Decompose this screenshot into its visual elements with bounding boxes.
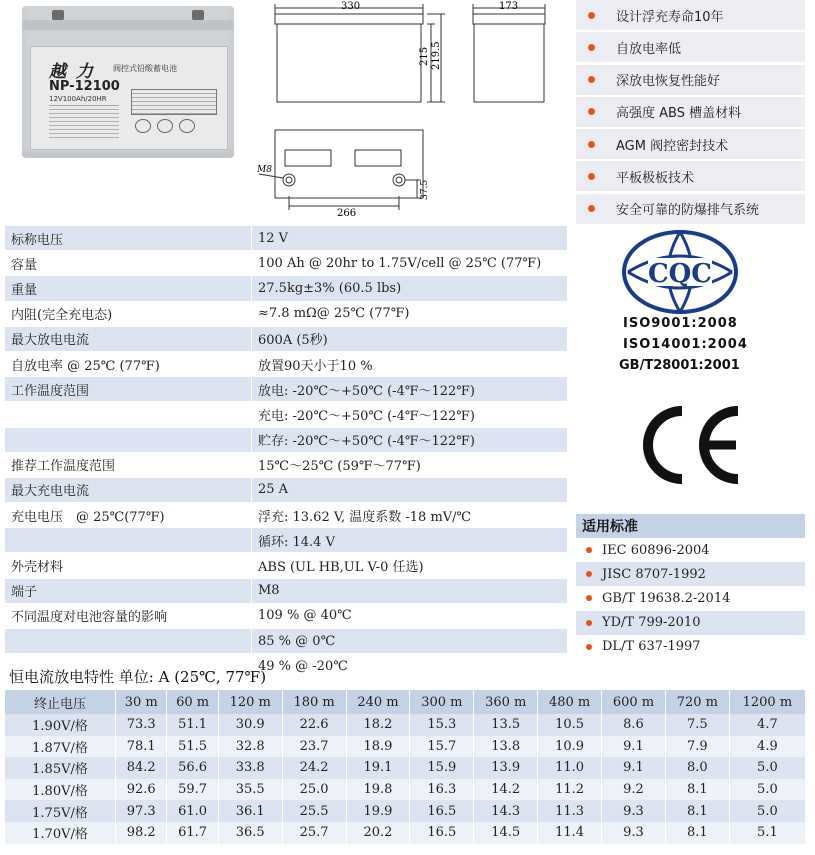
battery-lid <box>22 20 234 30</box>
bullet-icon <box>588 12 595 19</box>
bullet-icon <box>586 595 592 601</box>
terminal-height-label: 37.5 <box>420 179 430 200</box>
top-view <box>259 130 423 210</box>
discharge-table <box>5 690 805 844</box>
bullet-icon <box>588 108 595 115</box>
feature-item: 高强度 ABS 槽盖材料 <box>576 97 805 127</box>
spec-row: 自放电率 @ 25℃ (77℉) 放置90天小于10 % <box>5 351 567 376</box>
ce-mark <box>632 395 744 495</box>
terminal-post <box>192 10 204 20</box>
features-list <box>576 0 805 226</box>
bullet-icon <box>588 44 595 51</box>
spec-row: 工作温度范围 放电: -20℃～+50℃ (-4℉～122℉) <box>5 377 567 402</box>
spec-row: 标称电压 12 V <box>5 226 567 251</box>
spec-row: 充电: -20℃～+50℃ (-4℉～122℉) <box>5 402 567 427</box>
standard-item: YD/T 799-2010 <box>576 611 805 635</box>
spec-row: 端子 M8 <box>5 578 567 603</box>
cert-iso14001: ISO14001:2004 <box>623 337 748 352</box>
terminal-type-label: M8 <box>257 165 272 175</box>
discharge-row: 1.75V/格 97.3 61.0 36.1 25.5 19.9 16.5 14.3 11.3 9.3 8.1 5.0 <box>5 800 805 822</box>
feature-item: 安全可靠的防爆排气系统 <box>576 194 805 224</box>
feature-item: 平板极板技术 <box>576 161 805 191</box>
battery-spec: 12V100Ah/20HR <box>49 95 107 103</box>
side-width-label: 173 <box>499 1 519 12</box>
battery-brand: 越 力 <box>49 62 95 82</box>
terminal-post <box>52 10 64 20</box>
discharge-row: 1.87V/格 78.1 51.5 32.8 23.7 18.9 15.7 13.8 10.9 9.1 7.9 4.9 <box>5 736 805 758</box>
label-warning-box <box>131 89 217 115</box>
spec-row: 不同温度对电池容量的影响 109 % @ 40℃ <box>5 603 567 628</box>
discharge-row: 1.90V/格 73.3 51.1 30.9 22.6 18.2 15.3 13.5 10.5 8.6 7.5 4.7 <box>5 714 805 736</box>
discharge-row: 1.80V/格 92.6 59.7 35.5 25.0 19.8 16.3 14.2 11.2 9.2 8.1 5.0 <box>5 779 805 801</box>
front-height-b-label: 219.5 <box>431 41 442 70</box>
cert-gbt28001: GB/T28001:2001 <box>619 358 740 373</box>
battery-model: NP-12100 <box>49 79 120 94</box>
front-height-a-label: 215 <box>419 46 430 66</box>
cqc-logo <box>622 230 738 314</box>
recycle-icon <box>135 119 151 133</box>
spec-row: 最大放电电流 600A (5秒) <box>5 326 567 351</box>
feature-item: AGM 阀控密封技术 <box>576 129 805 159</box>
front-width-label: 330 <box>341 1 361 12</box>
standard-item: IEC 60896-2004 <box>576 538 805 562</box>
disposal-icon <box>179 119 195 133</box>
feature-item: 设计浮充寿命10年 <box>576 0 805 30</box>
standard-item: JISC 8707-1992 <box>576 562 805 586</box>
bullet-icon <box>586 620 592 626</box>
bullet-icon <box>586 547 592 553</box>
spec-row: 贮存: -20℃～+50℃ (-4℉～122℉) <box>5 427 567 452</box>
standard-item: GB/T 19638.2-2014 <box>576 586 805 610</box>
terminal-spacing-label: 266 <box>337 208 357 219</box>
spec-row: 85 % @ 0℃ <box>5 629 567 654</box>
safety-icon <box>157 119 173 133</box>
battery-subtitle: 阀控式铅酸蓄电池 <box>113 64 177 73</box>
spec-row: 重量 27.5kg±3% (60.5 lbs) <box>5 276 567 301</box>
ce-mark-icon <box>632 395 744 495</box>
discharge-title: 恒电流放电特性 单位: A (25℃, 77℉) <box>9 668 267 686</box>
standards-title: 适用标准 <box>576 514 805 538</box>
spec-row: 内阻(完全充电态) ≈7.8 mΩ@ 25℃ (77℉) <box>5 301 567 326</box>
discharge-row: 1.70V/格 98.2 61.7 36.5 25.7 20.2 16.5 14.5 11.4 9.3 8.1 5.1 <box>5 822 805 844</box>
bullet-icon <box>586 571 592 577</box>
side-view <box>473 4 545 102</box>
spec-row: 外壳材料 ABS (UL HB,UL V-0 任选) <box>5 553 567 578</box>
bullet-icon <box>588 141 595 148</box>
battery-photo <box>22 6 234 158</box>
standards-panel <box>576 514 805 659</box>
spec-row: 最大充电电流 25 A <box>5 477 567 502</box>
bullet-icon <box>588 205 595 212</box>
bullet-icon <box>588 76 595 83</box>
discharge-header-row: 终止电压 30 m 60 m 120 m 180 m 240 m 300 m 360 m 480 m 600 m 720 m 1200 m <box>5 690 805 714</box>
ce-mark-label: CE <box>632 395 634 396</box>
spec-table <box>5 226 567 679</box>
spec-row: 循环: 14.4 V <box>5 528 567 553</box>
spec-row: 49 % @ -20℃ <box>5 654 567 679</box>
bullet-icon <box>588 173 595 180</box>
discharge-row: 1.85V/格 84.2 56.6 33.8 24.2 19.1 15.9 13.9 11.0 9.1 8.0 5.0 <box>5 757 805 779</box>
spec-row: 容量 100 Ah @ 20hr to 1.75V/cell @ 25℃ (77℉) <box>5 251 567 276</box>
standard-item: DL/T 637-1997 <box>576 635 805 659</box>
bullet-icon <box>586 644 592 650</box>
cqc-logo-text: CQC <box>647 259 713 289</box>
feature-item: 自放电率低 <box>576 32 805 62</box>
spec-row: 推荐工作温度范围 15℃～25℃ (59℉～77℉) <box>5 452 567 477</box>
feature-item: 深放电恢复性能好 <box>576 65 805 95</box>
label-fine-print <box>49 105 119 140</box>
cert-iso9001: ISO9001:2008 <box>623 316 738 331</box>
dimension-drawings <box>255 0 565 220</box>
spec-row: 充电电压 @ 25℃(77℉) 浮充: 13.62 V, 温度系数 -18 mV/℃ <box>5 503 567 528</box>
standards-list <box>576 538 805 659</box>
battery-label <box>30 46 228 150</box>
